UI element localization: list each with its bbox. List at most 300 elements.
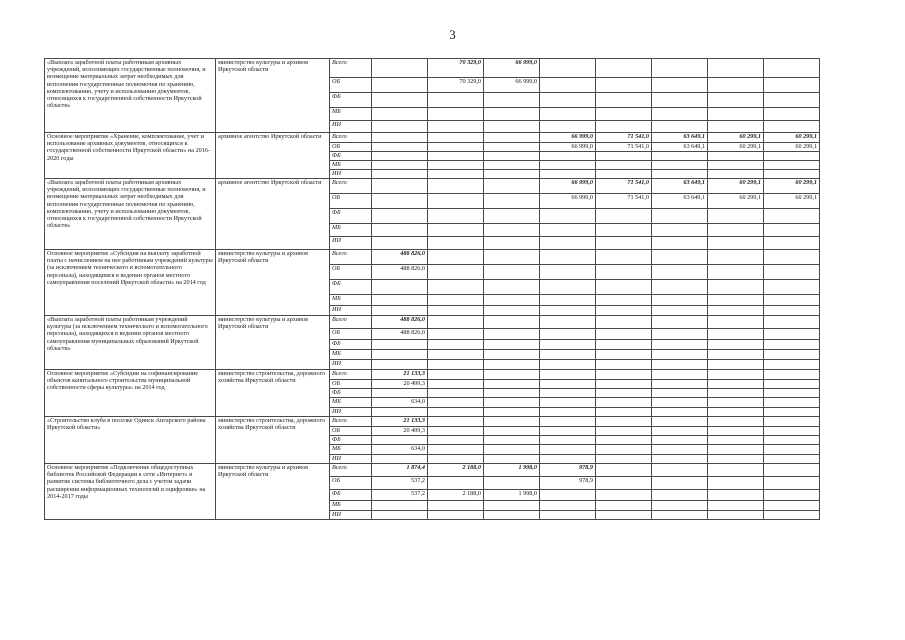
- amount-cell: [372, 436, 428, 445]
- measure-description: Основное мероприятие «Подключение общедоступных библиотек Российской Федерации к сети «Интернет» и развитие системы библиотечного дела с учетом задачи расширения информационных технологий и оцифровки» на 2014-2017 годы: [45, 464, 216, 520]
- amount-cell: [764, 93, 820, 108]
- amount-cell: [372, 455, 428, 464]
- amount-cell: [652, 78, 708, 93]
- amount-cell: [428, 501, 484, 511]
- amount-cell: [708, 170, 764, 179]
- amount-cell: [484, 179, 540, 194]
- amount-cell: [540, 170, 596, 179]
- amount-cell: [484, 280, 540, 295]
- amount-cell: [764, 511, 820, 520]
- amount-cell: [484, 143, 540, 152]
- amount-cell: [764, 237, 820, 250]
- amount-cell: [372, 59, 428, 78]
- amount-cell: [428, 340, 484, 350]
- amount-cell: 488 826,0: [372, 265, 428, 280]
- amount-cell: [652, 427, 708, 436]
- amount-cell: [428, 417, 484, 427]
- amount-cell: 63 649,1: [652, 133, 708, 143]
- amount-cell: [428, 329, 484, 340]
- amount-cell: [652, 152, 708, 161]
- amount-cell: [652, 511, 708, 520]
- amount-cell: [708, 370, 764, 380]
- amount-cell: [372, 360, 428, 370]
- amount-cell: [428, 455, 484, 464]
- funding-source: ОБ: [330, 380, 372, 389]
- amount-cell: [372, 143, 428, 152]
- amount-cell: [428, 350, 484, 360]
- amount-cell: [596, 170, 652, 179]
- funding-source: Всего: [330, 179, 372, 194]
- funding-source: Всего: [330, 250, 372, 265]
- amount-cell: [708, 306, 764, 316]
- amount-cell: [428, 295, 484, 306]
- amount-cell: [708, 78, 764, 93]
- amount-cell: [596, 340, 652, 350]
- amount-cell: [652, 360, 708, 370]
- amount-cell: [596, 417, 652, 427]
- amount-cell: [428, 265, 484, 280]
- amount-cell: [652, 340, 708, 350]
- amount-cell: [596, 59, 652, 78]
- amount-cell: [764, 108, 820, 121]
- executor-cell: министерство культуры и архивов Иркутской области: [216, 464, 330, 520]
- funding-source: ФБ: [330, 340, 372, 350]
- executor-cell: министерство строительства, дорожного хозяйства Иркутской области: [216, 370, 330, 417]
- amount-cell: 60 299,1: [764, 143, 820, 152]
- amount-cell: [484, 350, 540, 360]
- amount-cell: [652, 295, 708, 306]
- amount-cell: 60 299,1: [708, 194, 764, 209]
- amount-cell: [708, 350, 764, 360]
- amount-cell: [372, 93, 428, 108]
- amount-cell: [428, 436, 484, 445]
- amount-cell: [484, 133, 540, 143]
- amount-cell: [540, 59, 596, 78]
- amount-cell: [764, 350, 820, 360]
- amount-cell: [764, 306, 820, 316]
- amount-cell: [372, 280, 428, 295]
- funding-source: ФБ: [330, 209, 372, 224]
- amount-cell: 21 133,3: [372, 417, 428, 427]
- amount-cell: 70 329,0: [428, 59, 484, 78]
- amount-cell: [708, 329, 764, 340]
- amount-cell: [372, 170, 428, 179]
- amount-cell: [372, 306, 428, 316]
- amount-cell: [764, 295, 820, 306]
- amount-cell: [708, 464, 764, 477]
- funding-source: ИИ: [330, 511, 372, 520]
- amount-cell: [372, 108, 428, 121]
- amount-cell: [764, 490, 820, 501]
- amount-cell: [428, 170, 484, 179]
- amount-cell: 60 299,1: [764, 133, 820, 143]
- amount-cell: [708, 398, 764, 408]
- amount-cell: [540, 370, 596, 380]
- amount-cell: [540, 224, 596, 237]
- amount-cell: [596, 511, 652, 520]
- amount-cell: [708, 59, 764, 78]
- executor-cell: архивное агентство Иркутской области: [216, 133, 330, 179]
- funding-source: МБ: [330, 161, 372, 170]
- amount-cell: [540, 417, 596, 427]
- measure-description: Основное мероприятие «Хранение, комплектование, учет и использование архивных документов, относящихся к государственной собственности Иркутской области» на 2016-2020 годы: [45, 133, 216, 179]
- funding-source: ФБ: [330, 280, 372, 295]
- amount-cell: [540, 445, 596, 455]
- amount-cell: 634,0: [372, 398, 428, 408]
- amount-cell: 66 999,0: [484, 78, 540, 93]
- funding-source: Всего: [330, 417, 372, 427]
- amount-cell: [652, 455, 708, 464]
- amount-cell: [708, 121, 764, 133]
- amount-cell: [484, 389, 540, 398]
- amount-cell: [540, 389, 596, 398]
- amount-cell: [596, 350, 652, 360]
- amount-cell: [764, 427, 820, 436]
- amount-cell: [764, 445, 820, 455]
- amount-cell: [708, 389, 764, 398]
- amount-cell: [708, 93, 764, 108]
- amount-cell: [540, 427, 596, 436]
- amount-cell: [596, 464, 652, 477]
- amount-cell: [484, 224, 540, 237]
- table-row: [45, 133, 820, 143]
- amount-cell: [428, 209, 484, 224]
- amount-cell: [764, 398, 820, 408]
- amount-cell: [372, 295, 428, 306]
- amount-cell: [708, 316, 764, 329]
- amount-cell: [708, 250, 764, 265]
- amount-cell: [764, 329, 820, 340]
- amount-cell: [764, 389, 820, 398]
- amount-cell: 60 299,1: [708, 179, 764, 194]
- amount-cell: [708, 224, 764, 237]
- funding-source: ИИ: [330, 121, 372, 133]
- amount-cell: 66 999,0: [540, 133, 596, 143]
- amount-cell: [596, 108, 652, 121]
- amount-cell: [652, 436, 708, 445]
- amount-cell: [540, 161, 596, 170]
- amount-cell: 1 998,0: [484, 464, 540, 477]
- amount-cell: [372, 133, 428, 143]
- funding-source: Всего: [330, 370, 372, 380]
- amount-cell: [652, 464, 708, 477]
- budget-table: [44, 58, 820, 520]
- funding-source: ФБ: [330, 436, 372, 445]
- funding-source: МБ: [330, 445, 372, 455]
- amount-cell: 537,2: [372, 477, 428, 490]
- amount-cell: 71 541,0: [596, 179, 652, 194]
- amount-cell: [596, 380, 652, 389]
- amount-cell: [652, 121, 708, 133]
- table-row: [45, 464, 820, 477]
- amount-cell: [428, 477, 484, 490]
- amount-cell: [428, 237, 484, 250]
- amount-cell: [596, 490, 652, 501]
- funding-source: ОБ: [330, 329, 372, 340]
- amount-cell: [372, 121, 428, 133]
- amount-cell: 60 299,1: [764, 179, 820, 194]
- amount-cell: [540, 280, 596, 295]
- amount-cell: [372, 78, 428, 93]
- funding-source: ОБ: [330, 265, 372, 280]
- amount-cell: [652, 316, 708, 329]
- amount-cell: [428, 179, 484, 194]
- amount-cell: [596, 224, 652, 237]
- amount-cell: [596, 370, 652, 380]
- amount-cell: [764, 78, 820, 93]
- amount-cell: [428, 121, 484, 133]
- amount-cell: [372, 224, 428, 237]
- funding-source: МБ: [330, 350, 372, 360]
- funding-source: ИИ: [330, 170, 372, 179]
- amount-cell: [428, 161, 484, 170]
- funding-source: Всего: [330, 316, 372, 329]
- amount-cell: 60 299,1: [764, 194, 820, 209]
- amount-cell: [428, 427, 484, 436]
- amount-cell: [540, 329, 596, 340]
- funding-source: МБ: [330, 295, 372, 306]
- amount-cell: 66 999,0: [484, 59, 540, 78]
- table-row: [45, 316, 820, 329]
- amount-cell: [484, 380, 540, 389]
- amount-cell: [708, 340, 764, 350]
- amount-cell: [484, 295, 540, 306]
- amount-cell: [484, 360, 540, 370]
- amount-cell: [372, 511, 428, 520]
- amount-cell: [596, 427, 652, 436]
- amount-cell: [708, 360, 764, 370]
- amount-cell: 537,2: [372, 490, 428, 501]
- amount-cell: [372, 161, 428, 170]
- amount-cell: [708, 501, 764, 511]
- amount-cell: [540, 398, 596, 408]
- amount-cell: [764, 477, 820, 490]
- amount-cell: [484, 417, 540, 427]
- executor-cell: министерство культуры и архивов Иркутской области: [216, 316, 330, 370]
- funding-source: ИИ: [330, 408, 372, 417]
- amount-cell: [652, 161, 708, 170]
- amount-cell: [652, 170, 708, 179]
- amount-cell: [708, 427, 764, 436]
- amount-cell: 60 299,1: [708, 143, 764, 152]
- funding-source: ИИ: [330, 306, 372, 316]
- amount-cell: [372, 389, 428, 398]
- amount-cell: 60 299,1: [708, 133, 764, 143]
- amount-cell: [372, 350, 428, 360]
- amount-cell: [428, 143, 484, 152]
- funding-source: ФБ: [330, 152, 372, 161]
- amount-cell: [484, 93, 540, 108]
- amount-cell: [596, 161, 652, 170]
- amount-cell: [484, 170, 540, 179]
- measure-description: Основное мероприятие «Субсидия на выплату заработной платы с начислением на нее работникам учреждений культуры (за исключением технического и вспомогательного персонала), находящимся в ведении органов местного самоуправления поселений Иркутской области» на 2014 год: [45, 250, 216, 316]
- funding-source: ФБ: [330, 389, 372, 398]
- amount-cell: [708, 490, 764, 501]
- amount-cell: [596, 398, 652, 408]
- executor-cell: министерство культуры и архивов Иркутской области: [216, 250, 330, 316]
- amount-cell: [652, 59, 708, 78]
- amount-cell: [484, 161, 540, 170]
- funding-source: МБ: [330, 398, 372, 408]
- amount-cell: [428, 380, 484, 389]
- amount-cell: [708, 209, 764, 224]
- amount-cell: 1 874,4: [372, 464, 428, 477]
- amount-cell: [652, 445, 708, 455]
- amount-cell: [428, 108, 484, 121]
- amount-cell: [764, 170, 820, 179]
- amount-cell: [484, 121, 540, 133]
- amount-cell: [764, 250, 820, 265]
- funding-source: ИИ: [330, 237, 372, 250]
- amount-cell: [596, 316, 652, 329]
- amount-cell: [484, 477, 540, 490]
- funding-source: Всего: [330, 133, 372, 143]
- amount-cell: [764, 121, 820, 133]
- funding-source: ФБ: [330, 93, 372, 108]
- amount-cell: [428, 408, 484, 417]
- amount-cell: [652, 490, 708, 501]
- executor-cell: министерство строительства, дорожного хозяйства Иркутской области: [216, 417, 330, 464]
- amount-cell: 71 541,0: [596, 143, 652, 152]
- amount-cell: [764, 152, 820, 161]
- funding-source: МБ: [330, 501, 372, 511]
- amount-cell: [428, 370, 484, 380]
- amount-cell: 1 998,0: [484, 490, 540, 501]
- amount-cell: [708, 161, 764, 170]
- amount-cell: [708, 417, 764, 427]
- amount-cell: [540, 360, 596, 370]
- amount-cell: [540, 316, 596, 329]
- amount-cell: [708, 295, 764, 306]
- amount-cell: [764, 224, 820, 237]
- amount-cell: [764, 340, 820, 350]
- amount-cell: [540, 455, 596, 464]
- amount-cell: [708, 408, 764, 417]
- amount-cell: [540, 501, 596, 511]
- amount-cell: [708, 152, 764, 161]
- amount-cell: 20 499,3: [372, 380, 428, 389]
- amount-cell: [652, 108, 708, 121]
- amount-cell: [652, 265, 708, 280]
- amount-cell: 488 826,0: [372, 316, 428, 329]
- amount-cell: [596, 250, 652, 265]
- amount-cell: [652, 93, 708, 108]
- funding-source: ФБ: [330, 490, 372, 501]
- amount-cell: [372, 209, 428, 224]
- amount-cell: [372, 152, 428, 161]
- amount-cell: 63 649,1: [652, 143, 708, 152]
- measure-description: Основное мероприятие «Субсидии на софинансирование объектов капитального строительства муниципальной собственности сферы культуры» на 2014 год: [45, 370, 216, 417]
- amount-cell: [484, 209, 540, 224]
- amount-cell: [596, 501, 652, 511]
- amount-cell: [596, 306, 652, 316]
- amount-cell: [708, 237, 764, 250]
- amount-cell: [540, 152, 596, 161]
- amount-cell: [708, 445, 764, 455]
- amount-cell: [428, 93, 484, 108]
- amount-cell: [764, 316, 820, 329]
- funding-source: ИИ: [330, 360, 372, 370]
- amount-cell: [764, 59, 820, 78]
- amount-cell: [652, 417, 708, 427]
- amount-cell: [596, 477, 652, 490]
- amount-cell: [540, 265, 596, 280]
- amount-cell: [484, 398, 540, 408]
- amount-cell: [484, 152, 540, 161]
- amount-cell: 66 999,0: [540, 194, 596, 209]
- amount-cell: 71 541,0: [596, 133, 652, 143]
- measure-description: «Строительство клуба в поселке Одинск Ангарского района Иркутской области»: [45, 417, 216, 464]
- amount-cell: 2 188,0: [428, 490, 484, 501]
- amount-cell: [652, 250, 708, 265]
- amount-cell: [596, 445, 652, 455]
- amount-cell: [596, 455, 652, 464]
- amount-cell: [652, 380, 708, 389]
- amount-cell: [484, 316, 540, 329]
- amount-cell: [540, 121, 596, 133]
- funding-source: Всего: [330, 464, 372, 477]
- funding-source: ОБ: [330, 78, 372, 93]
- amount-cell: [428, 511, 484, 520]
- amount-cell: [484, 408, 540, 417]
- amount-cell: 21 133,3: [372, 370, 428, 380]
- funding-source: ОБ: [330, 194, 372, 209]
- funding-source: ОБ: [330, 477, 372, 490]
- amount-cell: [484, 370, 540, 380]
- amount-cell: 978,9: [540, 477, 596, 490]
- amount-cell: [372, 194, 428, 209]
- table-row: [45, 370, 820, 380]
- amount-cell: [596, 389, 652, 398]
- amount-cell: [540, 93, 596, 108]
- amount-cell: 20 499,3: [372, 427, 428, 436]
- amount-cell: [764, 501, 820, 511]
- amount-cell: [764, 380, 820, 389]
- funding-source: Всего: [330, 59, 372, 78]
- amount-cell: [484, 194, 540, 209]
- amount-cell: [540, 408, 596, 417]
- amount-cell: [596, 265, 652, 280]
- table-row: [45, 59, 820, 78]
- amount-cell: 2 188,0: [428, 464, 484, 477]
- amount-cell: 70 329,0: [428, 78, 484, 93]
- amount-cell: [764, 161, 820, 170]
- amount-cell: [764, 408, 820, 417]
- amount-cell: [372, 340, 428, 350]
- amount-cell: 634,0: [372, 445, 428, 455]
- amount-cell: [764, 209, 820, 224]
- amount-cell: [596, 329, 652, 340]
- measure-description: «Выплата заработной платы работникам архивных учреждений, исполняющих государственные полномочия, и возмещение материальных затрат необходимых для исполнения государственные полномочия по хранению, комплектованию, учету и использованию документов, относящихся к государственной собственности Иркутской области»: [45, 59, 216, 133]
- amount-cell: [652, 389, 708, 398]
- amount-cell: [652, 280, 708, 295]
- amount-cell: [652, 477, 708, 490]
- amount-cell: [428, 250, 484, 265]
- table-row: [45, 250, 820, 265]
- amount-cell: [596, 295, 652, 306]
- amount-cell: [596, 152, 652, 161]
- amount-cell: [708, 265, 764, 280]
- amount-cell: [428, 280, 484, 295]
- amount-cell: [652, 224, 708, 237]
- amount-cell: [484, 329, 540, 340]
- amount-cell: [596, 209, 652, 224]
- funding-source: ИИ: [330, 455, 372, 464]
- amount-cell: [596, 93, 652, 108]
- amount-cell: [484, 427, 540, 436]
- amount-cell: [764, 436, 820, 445]
- amount-cell: [652, 408, 708, 417]
